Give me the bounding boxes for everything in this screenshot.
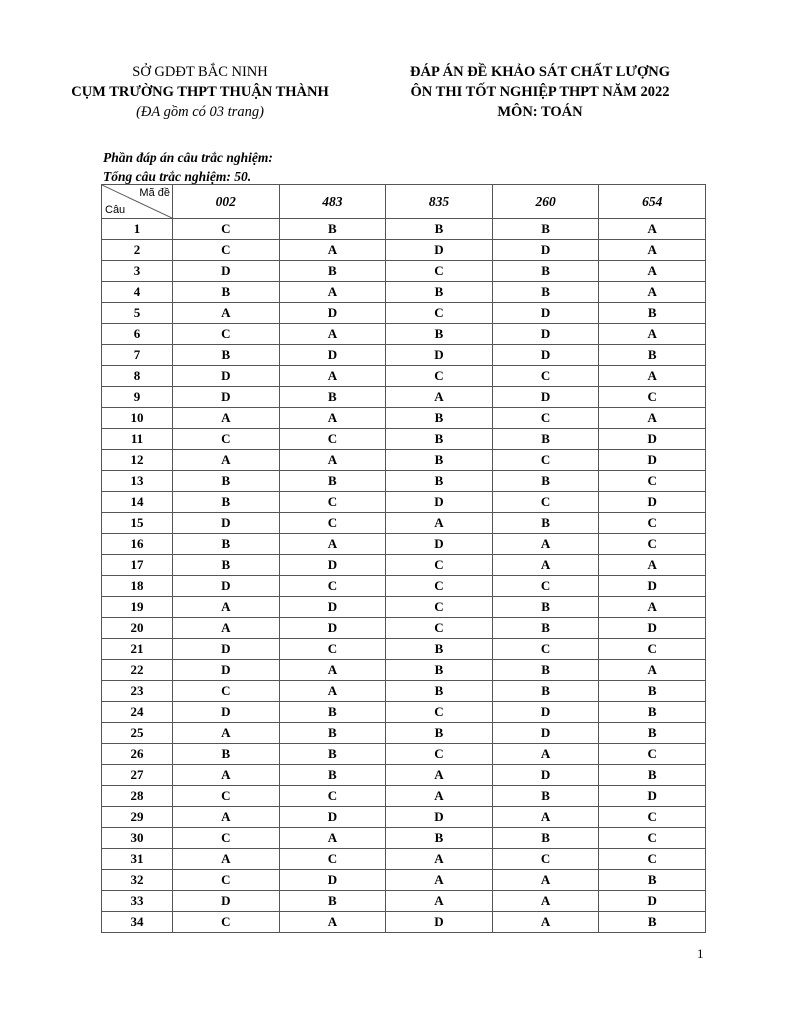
answer-cell: C bbox=[599, 807, 706, 828]
answer-cell: C bbox=[599, 471, 706, 492]
question-number-cell: 13 bbox=[102, 471, 173, 492]
answer-cell: B bbox=[492, 786, 599, 807]
answer-cell: C bbox=[173, 240, 280, 261]
page-count-note: (ĐA gồm có 03 trang) bbox=[136, 104, 264, 120]
answer-cell: A bbox=[599, 408, 706, 429]
answer-cell: A bbox=[173, 807, 280, 828]
table-row bbox=[102, 639, 706, 660]
answer-cell: C bbox=[173, 870, 280, 891]
table-row bbox=[102, 219, 706, 240]
table-row bbox=[102, 891, 706, 912]
answer-cell: D bbox=[279, 303, 386, 324]
question-number-cell: 16 bbox=[102, 534, 173, 555]
answer-cell: B bbox=[386, 450, 493, 471]
table-row bbox=[102, 534, 706, 555]
question-number-cell: 18 bbox=[102, 576, 173, 597]
table-row bbox=[102, 366, 706, 387]
answer-cell: D bbox=[386, 492, 493, 513]
answer-cell: C bbox=[173, 828, 280, 849]
table-row bbox=[102, 786, 706, 807]
answer-cell: A bbox=[279, 534, 386, 555]
answer-cell: A bbox=[492, 807, 599, 828]
table-row bbox=[102, 240, 706, 261]
answer-cell: D bbox=[173, 660, 280, 681]
question-number-cell: 10 bbox=[102, 408, 173, 429]
answer-cell: B bbox=[279, 471, 386, 492]
answer-cell: B bbox=[386, 639, 493, 660]
answer-cell: D bbox=[492, 387, 599, 408]
answer-cell: B bbox=[492, 681, 599, 702]
answer-cell: D bbox=[492, 324, 599, 345]
total-questions: Tổng câu trắc nghiệm: 50. bbox=[103, 169, 252, 184]
table-row bbox=[102, 345, 706, 366]
table-row bbox=[102, 912, 706, 933]
answer-cell: C bbox=[492, 576, 599, 597]
answer-cell: A bbox=[599, 555, 706, 576]
answer-cell: A bbox=[492, 555, 599, 576]
answer-cell: C bbox=[599, 828, 706, 849]
answer-cell: D bbox=[279, 618, 386, 639]
answer-cell: D bbox=[173, 387, 280, 408]
answer-cell: C bbox=[599, 513, 706, 534]
document-title-line1: ĐÁP ÁN ĐỀ KHẢO SÁT CHẤT LƯỢNG bbox=[410, 64, 670, 80]
question-number-cell: 25 bbox=[102, 723, 173, 744]
answer-cell: C bbox=[173, 912, 280, 933]
answer-cell: D bbox=[599, 891, 706, 912]
question-number-cell: 4 bbox=[102, 282, 173, 303]
answer-cell: D bbox=[599, 618, 706, 639]
table-row bbox=[102, 261, 706, 282]
answer-cell: B bbox=[492, 660, 599, 681]
answer-cell: A bbox=[599, 240, 706, 261]
answer-cell: C bbox=[386, 576, 493, 597]
table-row bbox=[102, 597, 706, 618]
answer-cell: B bbox=[492, 471, 599, 492]
page-number: 1 bbox=[697, 946, 704, 961]
question-number-cell: 27 bbox=[102, 765, 173, 786]
question-number-cell: 6 bbox=[102, 324, 173, 345]
answer-cell: B bbox=[173, 555, 280, 576]
answer-cell: B bbox=[173, 492, 280, 513]
answer-cell: B bbox=[492, 597, 599, 618]
answer-cell: D bbox=[386, 240, 493, 261]
answer-cell: B bbox=[386, 471, 493, 492]
question-number-cell: 32 bbox=[102, 870, 173, 891]
answer-cell: A bbox=[599, 219, 706, 240]
table-row bbox=[102, 555, 706, 576]
answer-cell: A bbox=[279, 282, 386, 303]
answer-cell: B bbox=[386, 282, 493, 303]
table-row bbox=[102, 576, 706, 597]
answer-cell: A bbox=[279, 828, 386, 849]
answer-cell: C bbox=[279, 639, 386, 660]
answer-cell: B bbox=[599, 765, 706, 786]
question-number-cell: 3 bbox=[102, 261, 173, 282]
answer-cell: B bbox=[279, 702, 386, 723]
header-left bbox=[50, 62, 350, 122]
answer-cell: D bbox=[279, 555, 386, 576]
table-header-row bbox=[102, 185, 706, 219]
answer-cell: B bbox=[173, 282, 280, 303]
code-header: 483 bbox=[279, 185, 386, 219]
answer-cell: B bbox=[599, 870, 706, 891]
answer-cell: C bbox=[599, 534, 706, 555]
answer-cell: B bbox=[599, 912, 706, 933]
answer-cell: A bbox=[492, 870, 599, 891]
answer-cell: B bbox=[386, 828, 493, 849]
answer-cell: C bbox=[173, 429, 280, 450]
answer-cell: D bbox=[492, 702, 599, 723]
answer-cell: A bbox=[599, 597, 706, 618]
answer-cell: C bbox=[279, 492, 386, 513]
answer-cell: D bbox=[173, 891, 280, 912]
answer-cell: D bbox=[492, 765, 599, 786]
answer-cell: A bbox=[599, 282, 706, 303]
answer-cell: B bbox=[492, 618, 599, 639]
answer-cell: A bbox=[492, 891, 599, 912]
answer-cell: A bbox=[386, 849, 493, 870]
question-label: Câu bbox=[105, 204, 126, 216]
answer-cell: C bbox=[386, 744, 493, 765]
question-number-cell: 26 bbox=[102, 744, 173, 765]
answer-cell: C bbox=[599, 849, 706, 870]
header-right bbox=[385, 62, 695, 122]
answer-cell: D bbox=[173, 639, 280, 660]
answer-cell: A bbox=[279, 366, 386, 387]
answer-cell: A bbox=[599, 324, 706, 345]
answer-cell: B bbox=[492, 828, 599, 849]
answer-table bbox=[101, 184, 706, 933]
answer-cell: B bbox=[279, 723, 386, 744]
question-number-cell: 21 bbox=[102, 639, 173, 660]
table-row bbox=[102, 387, 706, 408]
answer-cell: B bbox=[599, 303, 706, 324]
answer-cell: A bbox=[173, 765, 280, 786]
answer-cell: C bbox=[386, 261, 493, 282]
answer-cell: B bbox=[173, 471, 280, 492]
answer-cell: A bbox=[599, 261, 706, 282]
answer-cell: C bbox=[492, 450, 599, 471]
answer-cell: D bbox=[599, 492, 706, 513]
answer-cell: A bbox=[279, 450, 386, 471]
answer-cell: D bbox=[492, 345, 599, 366]
answer-cell: B bbox=[279, 261, 386, 282]
answer-cell: C bbox=[386, 303, 493, 324]
answer-cell: B bbox=[599, 723, 706, 744]
answer-cell: B bbox=[279, 744, 386, 765]
answer-cell: A bbox=[279, 240, 386, 261]
question-number-cell: 34 bbox=[102, 912, 173, 933]
question-number-cell: 14 bbox=[102, 492, 173, 513]
answer-cell: B bbox=[492, 429, 599, 450]
question-number-cell: 2 bbox=[102, 240, 173, 261]
answer-cell: A bbox=[279, 324, 386, 345]
answer-cell: B bbox=[492, 261, 599, 282]
answer-cell: C bbox=[599, 639, 706, 660]
answer-cell: C bbox=[492, 366, 599, 387]
answer-cell: C bbox=[386, 366, 493, 387]
answer-cell: A bbox=[492, 912, 599, 933]
subject-line: MÔN: TOÁN bbox=[497, 104, 583, 120]
answer-cell: D bbox=[492, 303, 599, 324]
answer-cell: A bbox=[173, 303, 280, 324]
answer-cell: D bbox=[173, 576, 280, 597]
table-row bbox=[102, 723, 706, 744]
table-row bbox=[102, 408, 706, 429]
answer-cell: D bbox=[599, 786, 706, 807]
answer-cell: A bbox=[279, 660, 386, 681]
answer-cell: B bbox=[599, 345, 706, 366]
table-row bbox=[102, 429, 706, 450]
question-number-cell: 19 bbox=[102, 597, 173, 618]
answer-cell: D bbox=[386, 345, 493, 366]
answer-cell: D bbox=[492, 723, 599, 744]
answer-cell: A bbox=[386, 786, 493, 807]
question-number-cell: 9 bbox=[102, 387, 173, 408]
answer-cell: D bbox=[599, 576, 706, 597]
answer-cell: C bbox=[173, 219, 280, 240]
answer-cell: C bbox=[279, 429, 386, 450]
answer-cell: A bbox=[173, 597, 280, 618]
answer-cell: B bbox=[492, 282, 599, 303]
answer-cell: B bbox=[599, 681, 706, 702]
table-row bbox=[102, 828, 706, 849]
answer-cell: B bbox=[599, 702, 706, 723]
document-title-line2: ÔN THI TỐT NGHIỆP THPT NĂM 2022 bbox=[410, 84, 670, 100]
code-header: 260 bbox=[492, 185, 599, 219]
table-row bbox=[102, 660, 706, 681]
answer-cell: B bbox=[279, 219, 386, 240]
answer-cell: A bbox=[173, 408, 280, 429]
table-row bbox=[102, 471, 706, 492]
answer-cell: A bbox=[386, 387, 493, 408]
answer-cell: A bbox=[279, 912, 386, 933]
answer-cell: A bbox=[386, 870, 493, 891]
table-row bbox=[102, 324, 706, 345]
question-number-cell: 28 bbox=[102, 786, 173, 807]
answer-cell: A bbox=[173, 723, 280, 744]
question-number-cell: 8 bbox=[102, 366, 173, 387]
answer-cell: B bbox=[386, 723, 493, 744]
answer-cell: C bbox=[173, 324, 280, 345]
section-heading: Phần đáp án câu trắc nghiệm: bbox=[103, 150, 273, 165]
table-row bbox=[102, 513, 706, 534]
question-number-cell: 15 bbox=[102, 513, 173, 534]
answer-cell: A bbox=[173, 450, 280, 471]
exam-code-label: Mã đề bbox=[139, 187, 170, 199]
answer-rows bbox=[102, 219, 706, 933]
answer-cell: C bbox=[492, 408, 599, 429]
answer-cell: B bbox=[173, 534, 280, 555]
answer-cell: D bbox=[173, 702, 280, 723]
code-header: 002 bbox=[173, 185, 280, 219]
answer-cell: C bbox=[492, 639, 599, 660]
answer-cell: C bbox=[386, 555, 493, 576]
table-row bbox=[102, 807, 706, 828]
table-row bbox=[102, 744, 706, 765]
answer-cell: D bbox=[279, 870, 386, 891]
answer-cell: D bbox=[173, 366, 280, 387]
table-row bbox=[102, 849, 706, 870]
question-number-cell: 24 bbox=[102, 702, 173, 723]
answer-cell: B bbox=[173, 345, 280, 366]
question-number-cell: 23 bbox=[102, 681, 173, 702]
answer-cell: A bbox=[386, 891, 493, 912]
answer-cell: D bbox=[173, 513, 280, 534]
answer-cell: D bbox=[386, 912, 493, 933]
question-number-cell: 31 bbox=[102, 849, 173, 870]
question-number-cell: 20 bbox=[102, 618, 173, 639]
answer-cell: A bbox=[492, 744, 599, 765]
answer-cell: B bbox=[492, 513, 599, 534]
table-row bbox=[102, 702, 706, 723]
answer-cell: A bbox=[173, 618, 280, 639]
answer-cell: D bbox=[279, 807, 386, 828]
question-number-cell: 33 bbox=[102, 891, 173, 912]
answer-cell: A bbox=[599, 660, 706, 681]
answer-cell: C bbox=[279, 849, 386, 870]
question-number-cell: 12 bbox=[102, 450, 173, 471]
answer-cell: D bbox=[279, 597, 386, 618]
answer-cell: B bbox=[386, 429, 493, 450]
answer-cell: A bbox=[279, 681, 386, 702]
answer-cell: C bbox=[492, 849, 599, 870]
answer-cell: D bbox=[599, 450, 706, 471]
intro-text bbox=[103, 148, 273, 186]
table-row bbox=[102, 282, 706, 303]
answer-cell: C bbox=[492, 492, 599, 513]
department-name: SỞ GDĐT BẮC NINH bbox=[132, 64, 268, 80]
answer-cell: D bbox=[279, 345, 386, 366]
question-number-cell: 11 bbox=[102, 429, 173, 450]
answer-cell: D bbox=[492, 240, 599, 261]
question-number-cell: 17 bbox=[102, 555, 173, 576]
code-header: 654 bbox=[599, 185, 706, 219]
answer-cell: B bbox=[279, 387, 386, 408]
question-number-cell: 22 bbox=[102, 660, 173, 681]
question-number-cell: 7 bbox=[102, 345, 173, 366]
question-number-cell: 30 bbox=[102, 828, 173, 849]
answer-cell: A bbox=[386, 765, 493, 786]
answer-cell: B bbox=[386, 681, 493, 702]
answer-cell: C bbox=[386, 702, 493, 723]
answer-cell: C bbox=[599, 387, 706, 408]
answer-cell: B bbox=[492, 219, 599, 240]
question-number-cell: 1 bbox=[102, 219, 173, 240]
answer-cell: C bbox=[386, 618, 493, 639]
table-row bbox=[102, 303, 706, 324]
corner-cell bbox=[102, 185, 173, 219]
answer-cell: D bbox=[599, 429, 706, 450]
question-number-cell: 5 bbox=[102, 303, 173, 324]
answer-cell: C bbox=[279, 786, 386, 807]
answer-cell: C bbox=[173, 681, 280, 702]
answer-cell: A bbox=[386, 513, 493, 534]
answer-cell: B bbox=[386, 219, 493, 240]
answer-cell: D bbox=[386, 534, 493, 555]
answer-cell: B bbox=[386, 660, 493, 681]
table-row bbox=[102, 765, 706, 786]
answer-cell: C bbox=[173, 786, 280, 807]
table-row bbox=[102, 618, 706, 639]
answer-cell: B bbox=[279, 765, 386, 786]
answer-cell: D bbox=[173, 261, 280, 282]
answer-cell: B bbox=[386, 408, 493, 429]
code-header: 835 bbox=[386, 185, 493, 219]
answer-cell: B bbox=[173, 744, 280, 765]
table-row bbox=[102, 492, 706, 513]
answer-cell: C bbox=[599, 744, 706, 765]
answer-cell: C bbox=[386, 597, 493, 618]
question-number-cell: 29 bbox=[102, 807, 173, 828]
table-row bbox=[102, 681, 706, 702]
answer-cell: A bbox=[599, 366, 706, 387]
table-row bbox=[102, 870, 706, 891]
answer-cell: A bbox=[173, 849, 280, 870]
answer-cell: C bbox=[279, 513, 386, 534]
answer-cell: B bbox=[279, 891, 386, 912]
school-cluster-name: CỤM TRƯỜNG THPT THUẬN THÀNH bbox=[71, 84, 329, 100]
answer-cell: D bbox=[386, 807, 493, 828]
answer-cell: A bbox=[492, 534, 599, 555]
answer-cell: C bbox=[279, 576, 386, 597]
table-row bbox=[102, 450, 706, 471]
answer-cell: B bbox=[386, 324, 493, 345]
answer-cell: A bbox=[279, 408, 386, 429]
